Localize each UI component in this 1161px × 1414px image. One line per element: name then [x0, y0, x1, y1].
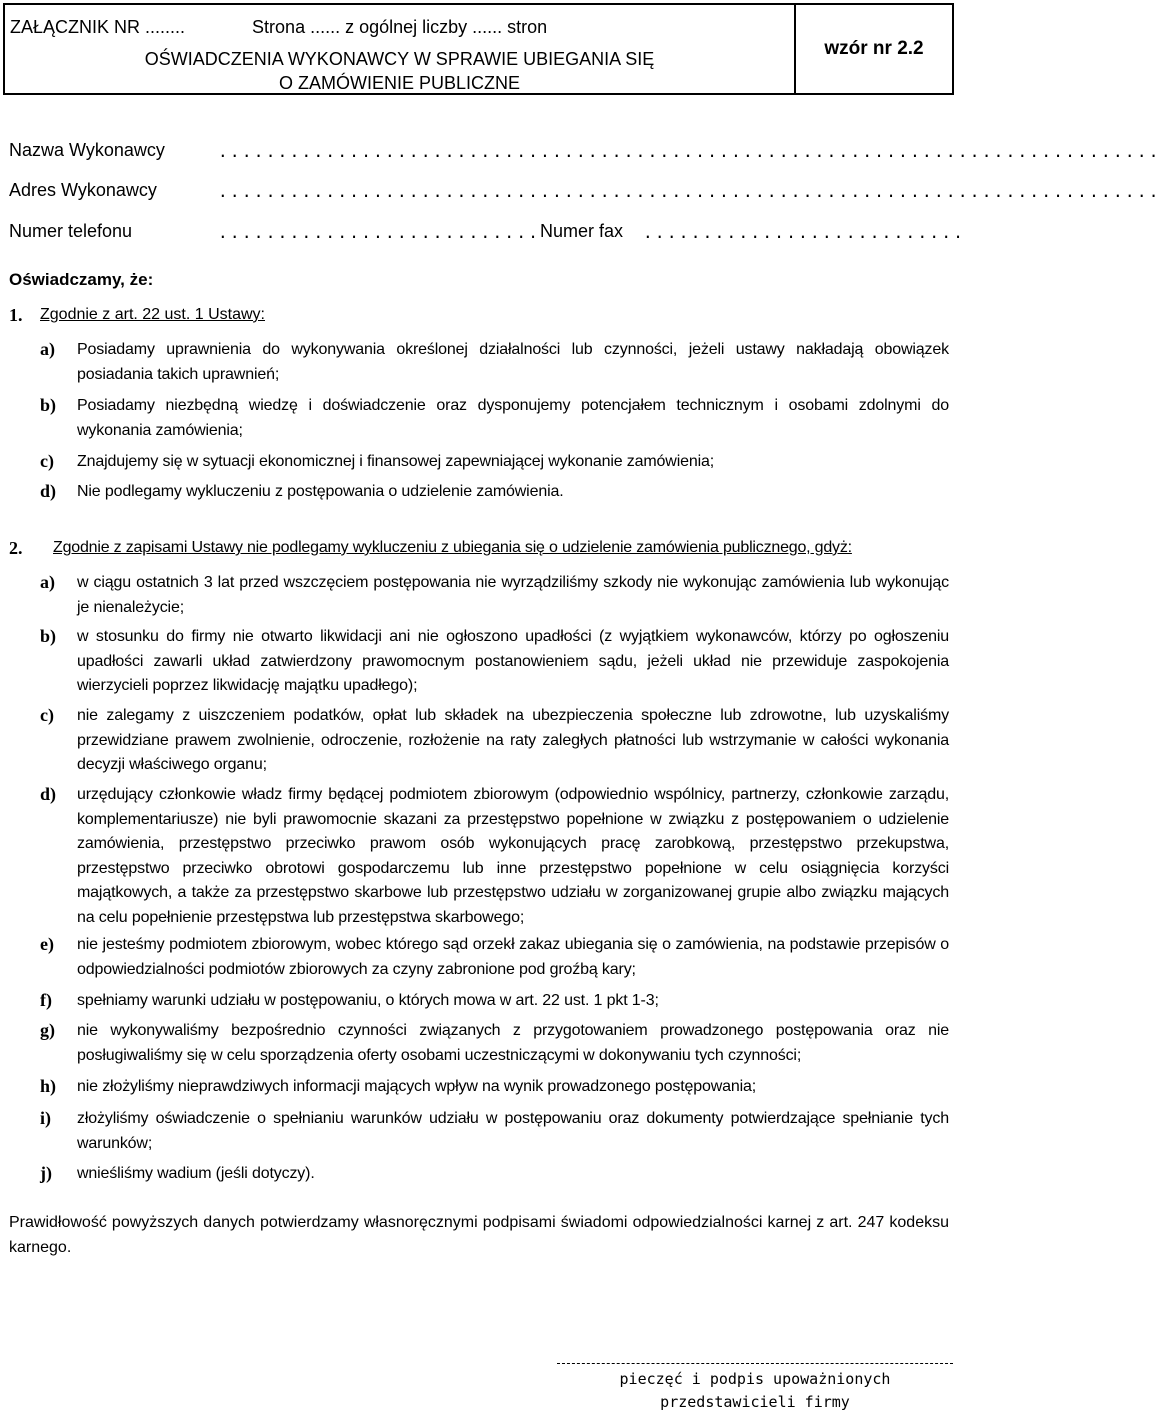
- s2-item-j: wnieśliśmy wadium (jeśli dotyczy).: [77, 1165, 315, 1182]
- contractor-address-field[interactable]: ...............................................................................: [218, 182, 1161, 201]
- document-title-line1: OŚWIADCZENIA WYKONAWCY W SPRAWIE UBIEGANIA SIĘ: [144, 49, 655, 69]
- confirmation-text: Prawidłowość powyższych danych potwierdzamy własnoręcznymi podpisami świadomi odpowiedzialności karnej z art. 247 kodeksu karnego.: [9, 1214, 949, 1256]
- section2-heading: Zgodnie z zapisami Ustawy nie podlegamy wykluczeniu z ubiegania się o udzielenie zamówienia publicznego, gdyż:: [53, 539, 852, 556]
- header-left-cell: [5, 5, 796, 93]
- s2-letter-d: d): [40, 784, 57, 804]
- section1-number: 1.: [9, 305, 23, 325]
- template-number: wzór nr 2.2: [824, 38, 924, 59]
- s2-item-g: nie wykonywaliśmy bezpośrednio czynności związanych z przygotowaniem prowadzonego postępowania oraz nie posługiwaliśmy się w celu sporządzenia oferty osobami uczestniczącymi w dokonywaniu tych czynności;: [77, 1022, 949, 1064]
- s1-item-b: Posiadamy niezbędną wiedzę i doświadczenie oraz dysponujemy potencjałem technicznym i osobami zdolnymi do wykonania zamówienia;: [77, 397, 949, 439]
- fax-label: Numer fax: [540, 221, 624, 241]
- s2-item-a: w ciągu ostatnich 3 lat przed wszczęciem postępowania nie wyrządziliśmy szkody nie wykonując zamówienia lub wykonując je nienależycie;: [77, 574, 949, 616]
- s1-item-d: Nie podlegamy wykluczeniu z postępowania o udzielenie zamówienia.: [77, 483, 564, 500]
- header-box: [3, 3, 954, 95]
- phone-label: Numer telefonu: [9, 221, 133, 241]
- s2-item-e: nie jesteśmy podmiotem zbiorowym, wobec którego sąd orzekł zakaz ubiegania się o zamówienia, na podstawie przepisów o odpowiedzialności podmiotów zbiorowych za czyny zabronione pod groźbą kary;: [77, 936, 949, 978]
- s2-letter-a: a): [40, 572, 55, 592]
- s1-letter-b: b): [40, 395, 57, 415]
- s2-item-b: w stosunku do firmy nie otwarto likwidacji ani nie ogłoszono upadłości (z wyjątkiem wykonawców, którzy po ogłoszeniu upadłości zawarli układ zatwierdzony prawomocnym postanowieniem sądu, jeżeli układ nie przewiduje zaspokojenia wierzycieli poprzez likwidację majątku upadłego);: [77, 628, 949, 694]
- s2-item-d: urzędujący członkowie władz firmy będącej podmiotem zbiorowym (odpowiednio wspólnicy, partnerzy, członkowie zarządu, komplementariusze) nie byli prawomocnie skazani za przestępstwo popełnione w związku z postępowaniem o udzielenie zamówienia, przestępstwo przeciwko prawom osób wykonujących pracę zarobkową, przestępstwo przekupstwa, przestępstwo przeciwko obrotowi gospodarczemu lub inne przestępstwo popełnione w celu osiągnięcia korzyści majątkowych, a także za przestępstwo skarbowe lub przestępstwo udziału w zorganizowanej grupie albo związku mających na celu popełnienie przestępstwa lub przestępstwa skarbowego;: [77, 786, 949, 926]
- signature-line: [557, 1363, 953, 1364]
- document-title-line2: O ZAMÓWIENIE PUBLICZNE: [278, 73, 521, 93]
- contractor-name-label: Nazwa Wykonawcy: [9, 140, 165, 160]
- s1-item-a: Posiadamy uprawnienia do wykonywania określonej działalności lub czynności, jeżeli ustawy nakładają obowiązek posiadania takich uprawnień;: [77, 341, 949, 383]
- section1-heading: Zgodnie z art. 22 ust. 1 Ustawy:: [40, 306, 265, 323]
- section2-number: 2.: [9, 538, 23, 558]
- s2-letter-b: b): [40, 626, 57, 646]
- s2-letter-i: i): [40, 1108, 51, 1128]
- s1-letter-c: c): [40, 451, 54, 471]
- s1-letter-d: d): [40, 481, 57, 501]
- s2-item-h: nie złożyliśmy nieprawdziwych informacji mających wpływ na wynik prowadzonego postępowania;: [77, 1078, 757, 1095]
- signature-caption: [557, 1368, 953, 1414]
- annex-label: ZAŁĄCZNIK NR ........: [10, 17, 186, 37]
- s2-letter-f: f): [40, 990, 52, 1010]
- contractor-address-label: Adres Wykonawcy: [9, 180, 157, 200]
- contractor-name-field[interactable]: ...............................................................................: [218, 142, 1161, 161]
- declare-heading: Oświadczamy, że:: [9, 270, 154, 289]
- s2-letter-e: e): [40, 934, 54, 954]
- s2-item-i: złożyliśmy oświadczenie o spełnianiu warunków udziału w postępowaniu oraz dokumenty potwierdzające spełnianie tych warunków;: [77, 1110, 949, 1152]
- header-meta-line: [10, 17, 547, 38]
- page-label: Strona ...... z ogólnej liczby ...... stron: [252, 17, 548, 37]
- s1-letter-a: a): [40, 339, 55, 359]
- s2-item-c: nie zalegamy z uiszczeniem podatków, opłat lub składek na ubezpieczenia społeczne lub zdrowotne, lub uzyskaliśmy przewidziane prawem zwolnienie, odroczenie, rozłożenie na raty zaległych płatności lub wstrzymanie w całości wykonania decyzji właściwego organu;: [77, 707, 949, 773]
- s1-item-c: Znajdujemy się w sytuacji ekonomicznej i finansowej zapewniającej wykonanie zamówienia;: [77, 453, 715, 470]
- s2-item-f: spełniamy warunki udziału w postępowaniu, o których mowa w art. 22 ust. 1 pkt 1-3;: [77, 992, 659, 1009]
- s2-letter-j: j): [40, 1163, 52, 1183]
- phone-field[interactable]: ...........................: [218, 223, 541, 242]
- signature-caption-line2: przedstawicieli firmy: [660, 1393, 850, 1411]
- fax-field[interactable]: ...........................: [643, 223, 966, 242]
- signature-caption-line1: pieczęć i podpis upoważnionych: [619, 1370, 891, 1388]
- s2-letter-c: c): [40, 705, 54, 725]
- s2-letter-h: h): [40, 1076, 57, 1096]
- s2-letter-g: g): [40, 1020, 55, 1040]
